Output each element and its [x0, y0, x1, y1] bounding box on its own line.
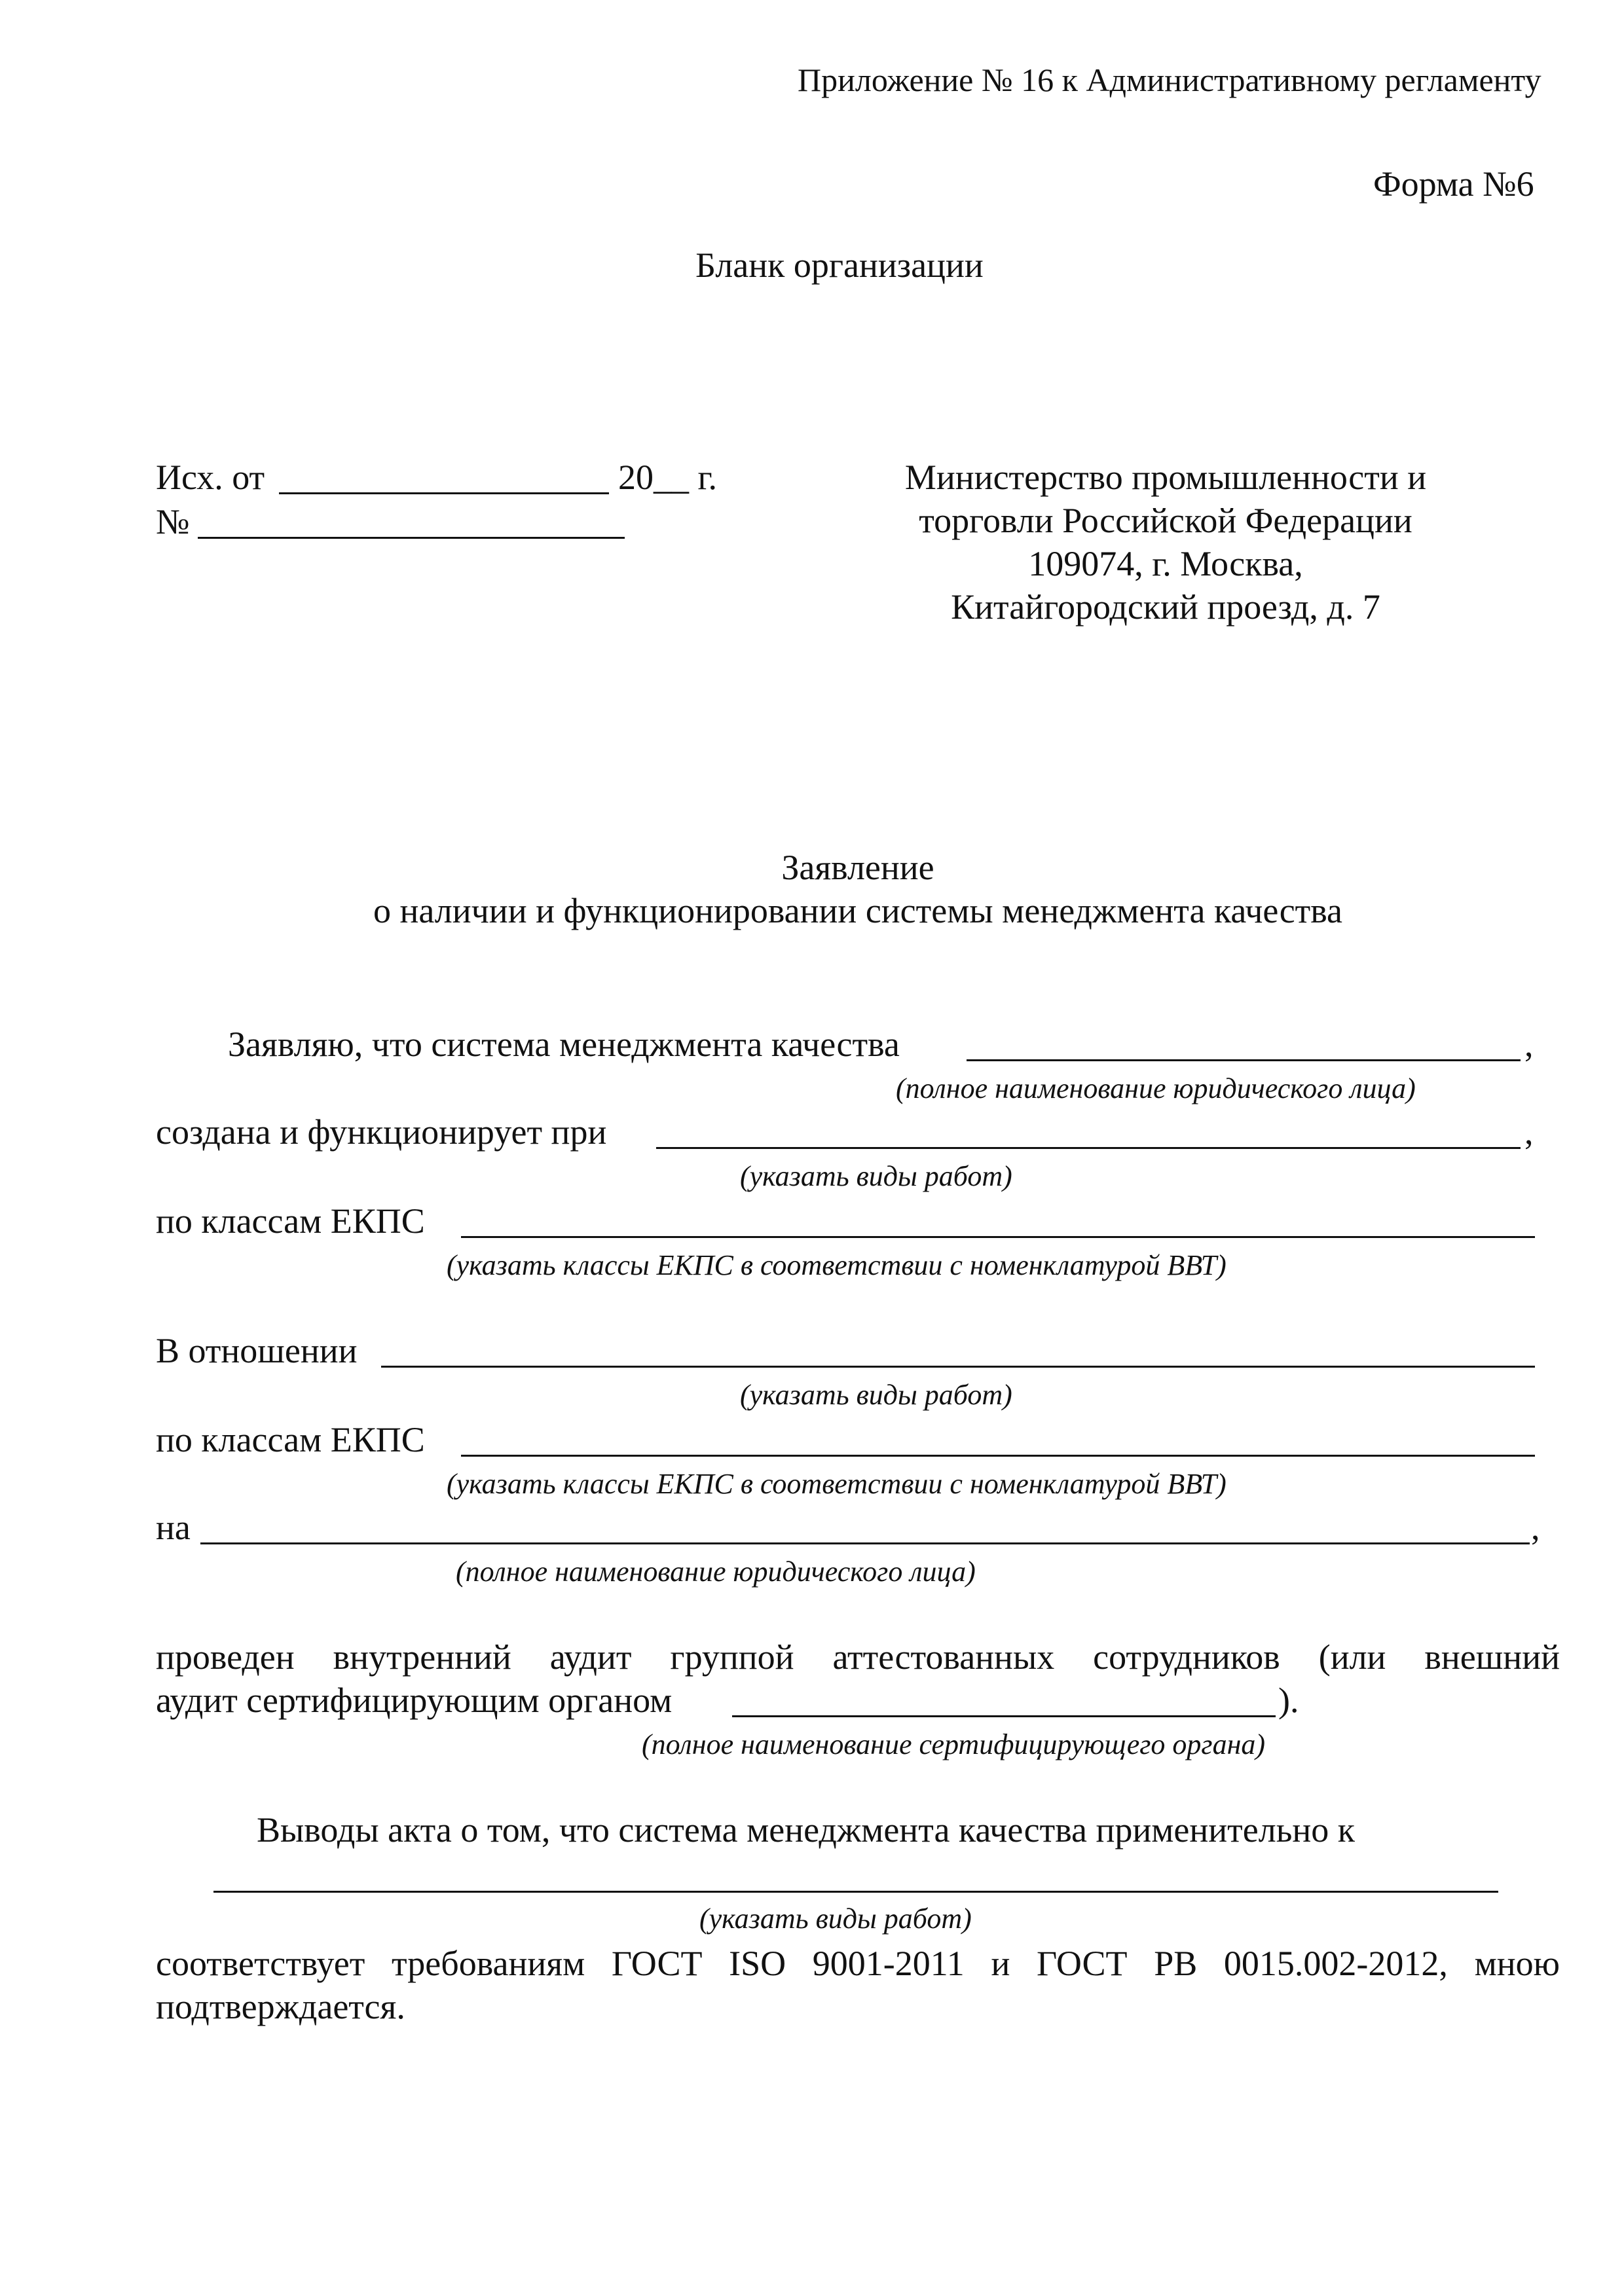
hint-ekps-1: (указать классы ЕКПС в соответствии с номенклатурой ВВТ) — [447, 1249, 1227, 1281]
work-types-blank-3[interactable] — [213, 1891, 1498, 1893]
audit-word: внешний — [1424, 1637, 1560, 1677]
audit-word: (или — [1318, 1637, 1386, 1677]
complies-word: и — [991, 1944, 1010, 1983]
outgoing-year-label: 20__ г. — [618, 458, 718, 497]
conclusions-text: Выводы акта о том, что система менеджмента качества применительно к — [257, 1810, 1355, 1850]
hint-work-types-2: (указать виды работ) — [740, 1379, 1012, 1411]
audit-word: группой — [670, 1637, 794, 1677]
complies-word: РВ — [1154, 1944, 1198, 1983]
audit-line-2: аудит сертифицирующим органом — [156, 1681, 673, 1720]
complies-word: мною — [1474, 1944, 1560, 1983]
audit-word: внутренний — [333, 1637, 511, 1677]
hint-cert-body: (полное наименование сертифицирующего органа) — [642, 1728, 1266, 1760]
legal-entity-name-blank-2[interactable] — [200, 1542, 1530, 1544]
created-at-text: создана и функционирует при — [156, 1112, 607, 1152]
complies-word: ГОСТ — [611, 1944, 703, 1983]
hint-legal-entity-name-1: (полное наименование юридического лица) — [896, 1072, 1416, 1104]
complies-word: 9001-2011 — [812, 1944, 965, 1983]
complies-word: соответствует — [156, 1944, 365, 1983]
comma-1: , — [1524, 1025, 1534, 1064]
work-types-blank-2[interactable] — [381, 1366, 1535, 1368]
complies-word: ГОСТ — [1037, 1944, 1128, 1983]
hint-ekps-2: (указать классы ЕКПС в соответствии с номенклатурой ВВТ) — [447, 1468, 1227, 1500]
on-label: на — [156, 1508, 191, 1547]
complies-word: требованиям — [392, 1944, 585, 1983]
document-subtitle: о наличии и функционировании системы менеджмента качества — [373, 891, 1343, 930]
declare-text: Заявляю, что система менеджмента качества — [228, 1025, 900, 1064]
document-title: Заявление — [781, 848, 934, 887]
outgoing-number-blank[interactable] — [198, 537, 625, 539]
hint-legal-entity-name-2: (полное наименование юридического лица) — [456, 1556, 976, 1588]
appendix-caption: Приложение № 16 к Административному регламенту — [798, 62, 1541, 98]
hint-work-types-3: (указать виды работ) — [699, 1903, 972, 1935]
closing-paren: ). — [1278, 1681, 1299, 1720]
addressee-line-4: Китайгородский проезд, д. 7 — [951, 587, 1380, 627]
addressee-line-3: 109074, г. Москва, — [1028, 544, 1303, 583]
regarding-label: В отношении — [156, 1331, 358, 1370]
audit-word: проведен — [156, 1637, 295, 1677]
form-number: Форма №6 — [1373, 164, 1534, 204]
complies-word: ISO — [729, 1944, 786, 1983]
audit-word: аудит — [549, 1637, 632, 1677]
comma-3: , — [1531, 1508, 1540, 1547]
complies-word: 0015.002-2012, — [1223, 1944, 1448, 1983]
cert-body-name-blank[interactable] — [732, 1715, 1276, 1717]
outgoing-number-label: № — [156, 502, 190, 541]
outgoing-date-blank[interactable] — [279, 492, 609, 494]
audit-line-1 — [156, 1635, 1560, 1679]
addressee-line-1: Министерство промышленности и — [904, 458, 1427, 497]
outgoing-ref-label: Исх. от — [156, 458, 265, 497]
complies-line — [156, 1942, 1560, 1985]
ekps-classes-label-1: по классам ЕКПС — [156, 1201, 425, 1241]
addressee-line-2: торговли Российской Федерации — [919, 501, 1412, 540]
organization-blank-label: Бланк организации — [695, 246, 984, 285]
legal-entity-name-blank-1[interactable] — [967, 1059, 1521, 1061]
audit-word: сотрудников — [1093, 1637, 1280, 1677]
confirmed-text: подтверждается. — [156, 1987, 405, 2026]
ekps-classes-blank-1[interactable] — [461, 1236, 1535, 1238]
hint-work-types-1: (указать виды работ) — [740, 1160, 1012, 1192]
audit-word: аттестованных — [832, 1637, 1055, 1677]
work-types-blank-1[interactable] — [656, 1147, 1521, 1149]
ekps-classes-blank-2[interactable] — [461, 1455, 1535, 1457]
ekps-classes-label-2: по классам ЕКПС — [156, 1420, 425, 1459]
comma-2: , — [1524, 1112, 1534, 1152]
